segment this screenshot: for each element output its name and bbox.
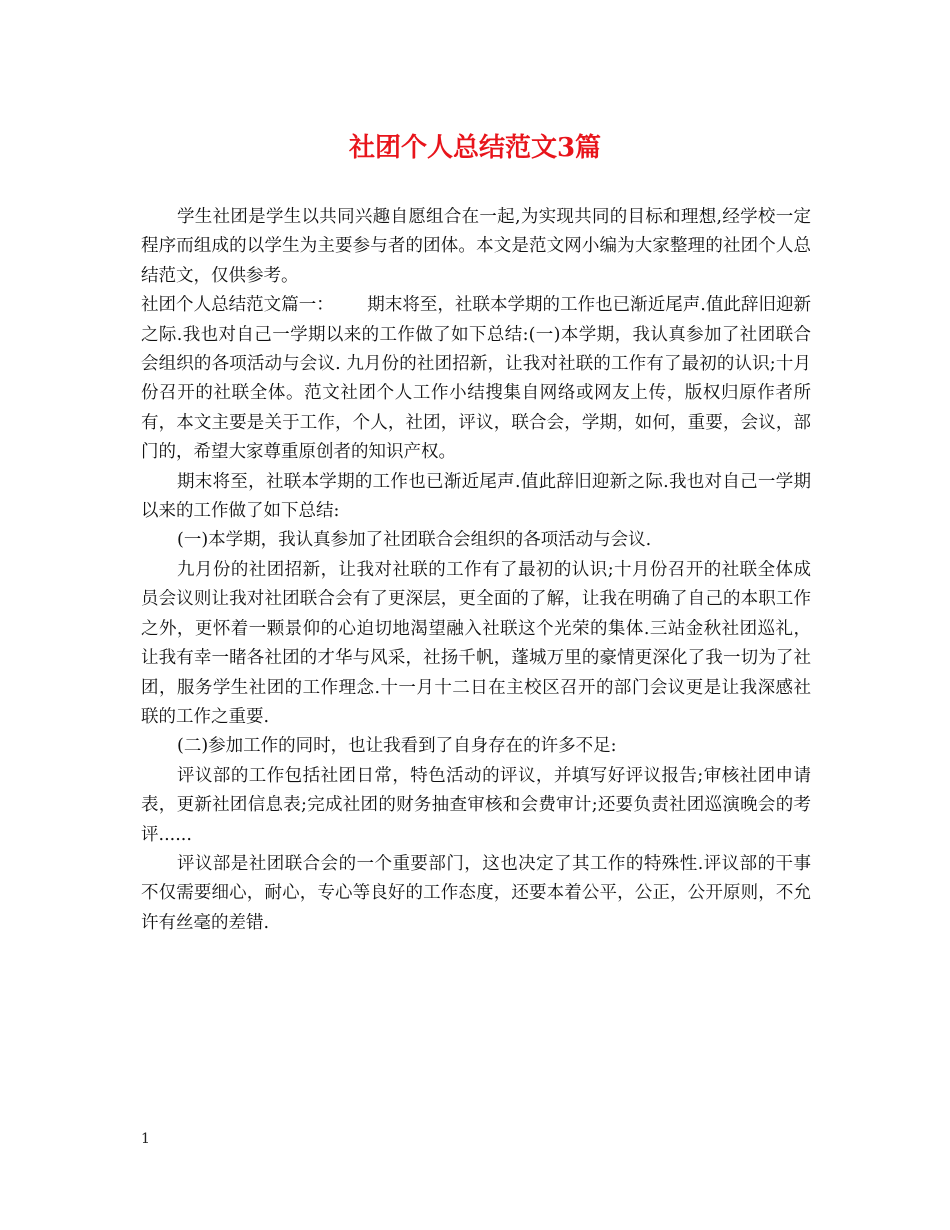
- document-title: 社团个人总结范文3篇: [348, 133, 602, 163]
- paragraph-intro: 学生社团是学生以共同兴趣自愿组合在一起,为实现共同的目标和理想,经学校一定程序而组成的以学生为主要参与者的团体。本文是范文网小编为大家整理的社团个人总结范文，仅供参考。: [141, 207, 811, 286]
- paragraph-review-department: 评议部是社团联合会的一个重要部门，这也决定了其工作的特殊性.评议部的干事不仅需要细心，耐心，专心等良好的工作态度，还要本着公平，公正，公开原则，不允许有丝毫的差错.: [141, 853, 811, 933]
- page-number: 1: [141, 1131, 150, 1147]
- paragraph-recruitment: 九月份的社团招新，让我对社联的工作有了最初的认识;十月份召开的社联全体成员会议则让我对社团联合会有了更深层，更全面的了解，让我在明确了自己的本职工作之外，更怀着一颗景仰的心迫切地渴望融入社联这个光荣的集体.三站金秋社团巡礼，让我有幸一睹各社团的才华与风采，社扬千帆，蓬城万里的豪情更深化了我一切为了社团，服务学生社团的工作理念.十一月十二日在主校区召开的部门会议更是让我深感社联的工作之重要.: [141, 559, 811, 727]
- document-body: [141, 203, 811, 938]
- paragraph-review-work: 评议部的工作包括社团日常，特色活动的评议，并填写好评议报告;审核社团申请表，更新社团信息表;完成社团的财务抽查审核和会费审计;还要负责社团巡演晚会的考评......: [141, 765, 811, 845]
- paragraph-term-end: 期末将至，社联本学期的工作也已渐近尾声.值此辞旧迎新之际.我也对自己一学期以来的工作做了如下总结:: [141, 471, 811, 522]
- paragraph-section-one: (一)本学期，我认真参加了社团联合会组织的各项活动与会议.: [177, 530, 652, 551]
- paragraph-section-two: (二)参加工作的同时，也让我看到了自身存在的许多不足:: [177, 736, 617, 757]
- paragraph-part-one-summary: 社团个人总结范文篇一： 期末将至，社联本学期的工作也已渐近尾声.值此辞旧迎新之际.我也对自己一学期以来的工作做了如下总结:(一)本学期，我认真参加了社团联合会组织的各项活动与会议. 九月份的社团招新，让我对社联的工作有了最初的认识;十月份召开的社联全体。范文社团个人工作小结搜集自网络或网友上传，版权归原作者所有，本文主要是关于工作，个人，社团，评议，联合会，学期，如何，重要，会议，部门的，希望大家尊重原创者的知识产权。: [141, 295, 811, 463]
